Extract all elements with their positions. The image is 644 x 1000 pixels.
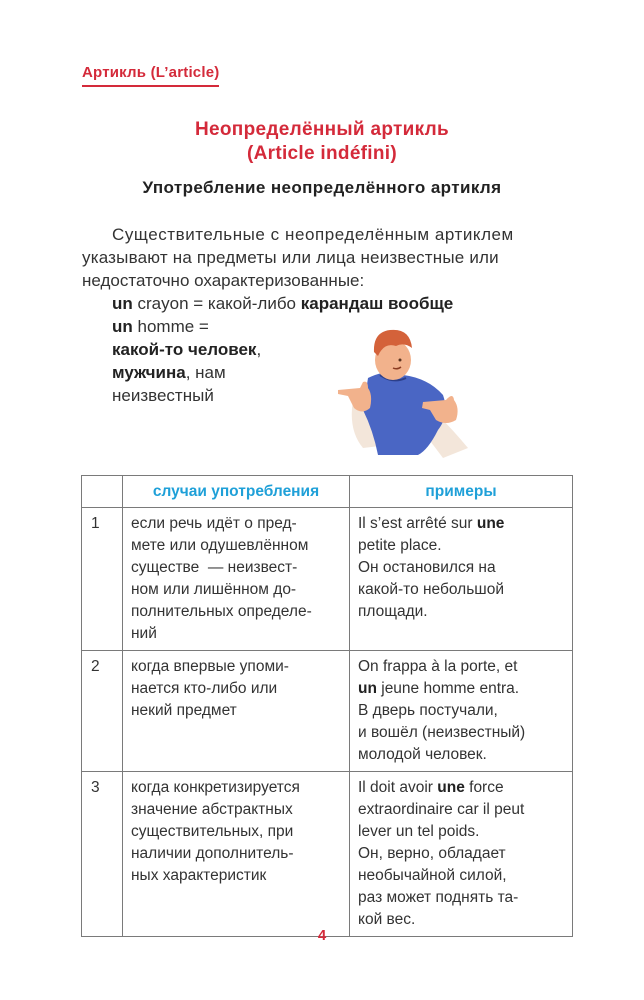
example-line: раз может поднять та-	[358, 889, 519, 906]
example-homme-meaning-2	[112, 361, 226, 384]
intro-line-text: Существительные с неопределённым артиклем	[112, 225, 514, 244]
example-line: необычайной силой,	[358, 867, 507, 884]
table-row	[82, 772, 573, 937]
uses-line: некий предмет	[131, 702, 237, 719]
article-un: un	[112, 317, 133, 336]
row-uses	[123, 772, 350, 937]
row-examples	[350, 772, 573, 937]
header-examples: примеры	[350, 476, 573, 508]
intro-line: недостаточно охарактеризованные:	[82, 271, 365, 290]
title-line-1: Неопределённый артикль	[195, 119, 449, 140]
row-uses	[123, 508, 350, 651]
example-homme-meaning-3: неизвестный	[112, 386, 214, 405]
uses-line: наличии дополнитель-	[131, 845, 294, 862]
example-line: и вошёл (неизвестный)	[358, 724, 526, 741]
example-line: В дверь постучали,	[358, 702, 498, 719]
uses-line: полнительных определе-	[131, 603, 312, 620]
uses-line: нается кто-либо или	[131, 680, 278, 697]
example-line: un jeune homme entra.	[358, 680, 520, 697]
article-un: un	[112, 294, 133, 313]
uses-line: ном или лишённом до-	[131, 581, 297, 598]
uses-line: мете или одушевлённом	[131, 537, 309, 554]
table-row	[82, 508, 573, 651]
example-rest: , нам	[185, 363, 226, 382]
title-line-2: (Article indéfini)	[246, 143, 397, 164]
comma: ,	[256, 340, 262, 359]
uses-line: значение абстрактных	[131, 801, 293, 818]
example-line: какой-то небольшой	[358, 581, 504, 598]
row-number: 2	[82, 651, 123, 772]
intro-paragraph	[82, 223, 574, 292]
example-crayon	[112, 292, 453, 315]
example-line: Il s’est arrêté sur une	[358, 515, 505, 532]
usage-table	[81, 475, 573, 937]
page-title	[0, 118, 644, 166]
table-row	[82, 651, 573, 772]
section-subtitle: Употребление неопределённого артикля	[142, 178, 502, 197]
pointing-man-illustration	[318, 320, 478, 460]
example-line: кой вес.	[358, 911, 416, 928]
header-uses: случаи употребления	[123, 476, 350, 508]
example-meaning: карандаш вообще	[300, 294, 454, 313]
example-line: молодой человек.	[358, 746, 487, 763]
uses-line: если речь идёт о пред-	[131, 515, 297, 532]
header-num	[82, 476, 123, 508]
uses-line: существительных, при	[131, 823, 294, 840]
row-number: 3	[82, 772, 123, 937]
table-header-row	[82, 476, 573, 508]
example-homme-meaning	[112, 338, 261, 361]
uses-line: ний	[131, 625, 157, 642]
example-line: extraordinaire car il peut	[358, 801, 525, 818]
row-uses	[123, 651, 350, 772]
intro-line	[82, 223, 574, 246]
example-line: Он, верно, обладает	[358, 845, 506, 862]
uses-line: когда конкретизируется	[131, 779, 300, 796]
example-word: crayon = какой-либо	[132, 294, 301, 313]
example-line: Il doit avoir une force	[358, 779, 504, 796]
example-line: площади.	[358, 603, 428, 620]
section-tag: Артикль (L’article)	[82, 64, 219, 87]
page-number: 4	[317, 927, 327, 944]
example-line: lever un tel poids.	[358, 823, 480, 840]
intro-line: указывают на предметы или лица неизвестные или	[82, 248, 499, 267]
example-line: Он остановился на	[358, 559, 496, 576]
uses-line: когда впервые упоми-	[131, 658, 289, 675]
example-word: homme =	[132, 317, 209, 336]
example-meaning: какой-то человек	[112, 340, 257, 359]
uses-line: ных характеристик	[131, 867, 267, 884]
example-line: petite place.	[358, 537, 442, 554]
example-meaning: мужчина	[112, 363, 186, 382]
row-number: 1	[82, 508, 123, 651]
uses-line: существе — неизвест-	[131, 559, 298, 576]
row-examples	[350, 508, 573, 651]
example-line: On frappa à la porte, et	[358, 658, 518, 675]
example-homme	[112, 315, 209, 338]
row-examples	[350, 651, 573, 772]
